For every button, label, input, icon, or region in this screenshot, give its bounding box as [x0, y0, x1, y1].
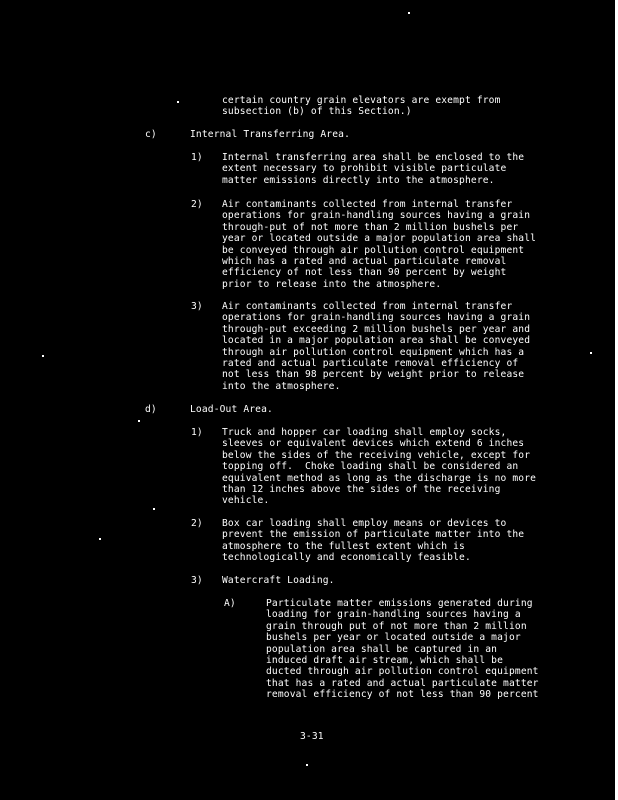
text-line: Truck and hopper car loading shall employ socks, — [222, 427, 507, 438]
text-line: Air contaminants collected from internal transfer — [222, 199, 513, 210]
scan-speck — [138, 420, 140, 422]
text-line: than 12 inches above the sides of the receiving — [222, 484, 501, 496]
scan-speck — [99, 538, 101, 540]
text-line: Internal transferring area shall be enclosed to the — [222, 152, 525, 163]
page-number: 3-31 — [300, 731, 324, 742]
text-line: Air contaminants collected from internal transfer — [222, 301, 513, 312]
text-line: technologically and economically feasible. — [222, 552, 471, 564]
scan-speck — [153, 508, 155, 510]
text-line: not less than 98 percent by weight prior to release — [222, 369, 525, 381]
text-line: loading for grain-handling sources having a — [266, 609, 521, 621]
text-line: ducted through air pollution control equipment — [266, 666, 539, 678]
scan-speck — [306, 764, 308, 766]
scan-speck — [408, 12, 410, 14]
text-line: efficiency of not less than 90 percent by weight — [222, 267, 507, 279]
text-line: population area shall be captured in an — [266, 643, 498, 655]
intro-paragraph — [222, 95, 501, 118]
text-line: induced draft air stream, which shall be — [266, 655, 504, 667]
text-line: through air pollution control equipment which has a — [222, 346, 525, 358]
text-line: equivalent method as long as the discharge is no more — [222, 472, 537, 484]
text-line: prevent the emission of particulate matter into the — [222, 529, 525, 541]
text-line: vehicle. — [222, 495, 270, 507]
text-line: located in a major population area shall be conveyed — [222, 335, 531, 347]
text-line: atmosphere to the fullest extent which is — [222, 540, 465, 552]
section-c-title: Internal Transferring Area. — [190, 129, 350, 140]
text-line: removal efficiency of not less than 90 percent — [266, 689, 539, 701]
section-d-title: Load-Out Area. — [190, 404, 273, 415]
scan-speck — [177, 101, 179, 103]
text-line: through-put of not more than 2 million bushels per — [222, 221, 519, 233]
text-line: which has a rated and actual particulate removal — [222, 256, 507, 268]
scan-speck — [42, 355, 44, 357]
text-line: bushels per year or located outside a major — [266, 632, 521, 644]
text-line: below the sides of the receiving vehicle, except for — [222, 449, 531, 461]
item-d1-text — [222, 427, 536, 507]
text-line: subsection (b) of this Section.) — [222, 106, 412, 118]
item-c1-text — [222, 152, 524, 186]
text-line: prior to release into the atmosphere. — [222, 278, 442, 290]
text-line: extent necessary to prohibit visible particulate — [222, 163, 507, 175]
scan-speck — [590, 352, 592, 354]
text-line: operations for grain-handling sources having a grain — [222, 210, 531, 222]
text-line: grain through put of not more than 2 million — [266, 620, 527, 632]
text-line: year or located outside a major population area shall — [222, 233, 537, 245]
item-d1-marker: 1) — [191, 427, 203, 438]
item-c1-marker: 1) — [191, 152, 203, 163]
item-d3-title: Watercraft Loading. — [222, 575, 335, 586]
text-line: Particulate matter emissions generated during — [266, 598, 533, 609]
text-line: into the atmosphere. — [222, 380, 341, 392]
item-c2-marker: 2) — [191, 199, 203, 210]
item-c2-text — [222, 199, 536, 290]
text-line: Box car loading shall employ means or devices to — [222, 518, 507, 529]
subitem-a-text — [266, 598, 539, 701]
text-line: rated and actual particulate removal efficiency of — [222, 358, 519, 370]
item-d3-marker: 3) — [191, 575, 203, 586]
text-line: through-put exceeding 2 million bushels per year and — [222, 323, 531, 335]
text-line: certain country grain elevators are exempt from — [222, 95, 501, 106]
item-d2-marker: 2) — [191, 518, 203, 529]
item-c3-marker: 3) — [191, 301, 203, 312]
subitem-a-marker: A) — [224, 598, 236, 609]
text-line: topping off. Choke loading shall be considered an — [222, 461, 519, 473]
text-line: sleeves or equivalent devices which extend 6 inches — [222, 438, 525, 450]
item-c3-text — [222, 301, 530, 392]
text-line: be conveyed through air pollution control equipment — [222, 244, 525, 256]
text-line: operations for grain-handling sources having a grain — [222, 312, 531, 324]
text-line: that has a rated and actual particulate matter — [266, 677, 539, 689]
section-d-marker: d) — [145, 404, 157, 415]
text-line: matter emissions directly into the atmosphere. — [222, 174, 495, 186]
section-c-marker: c) — [145, 129, 157, 140]
item-d2-text — [222, 518, 524, 564]
